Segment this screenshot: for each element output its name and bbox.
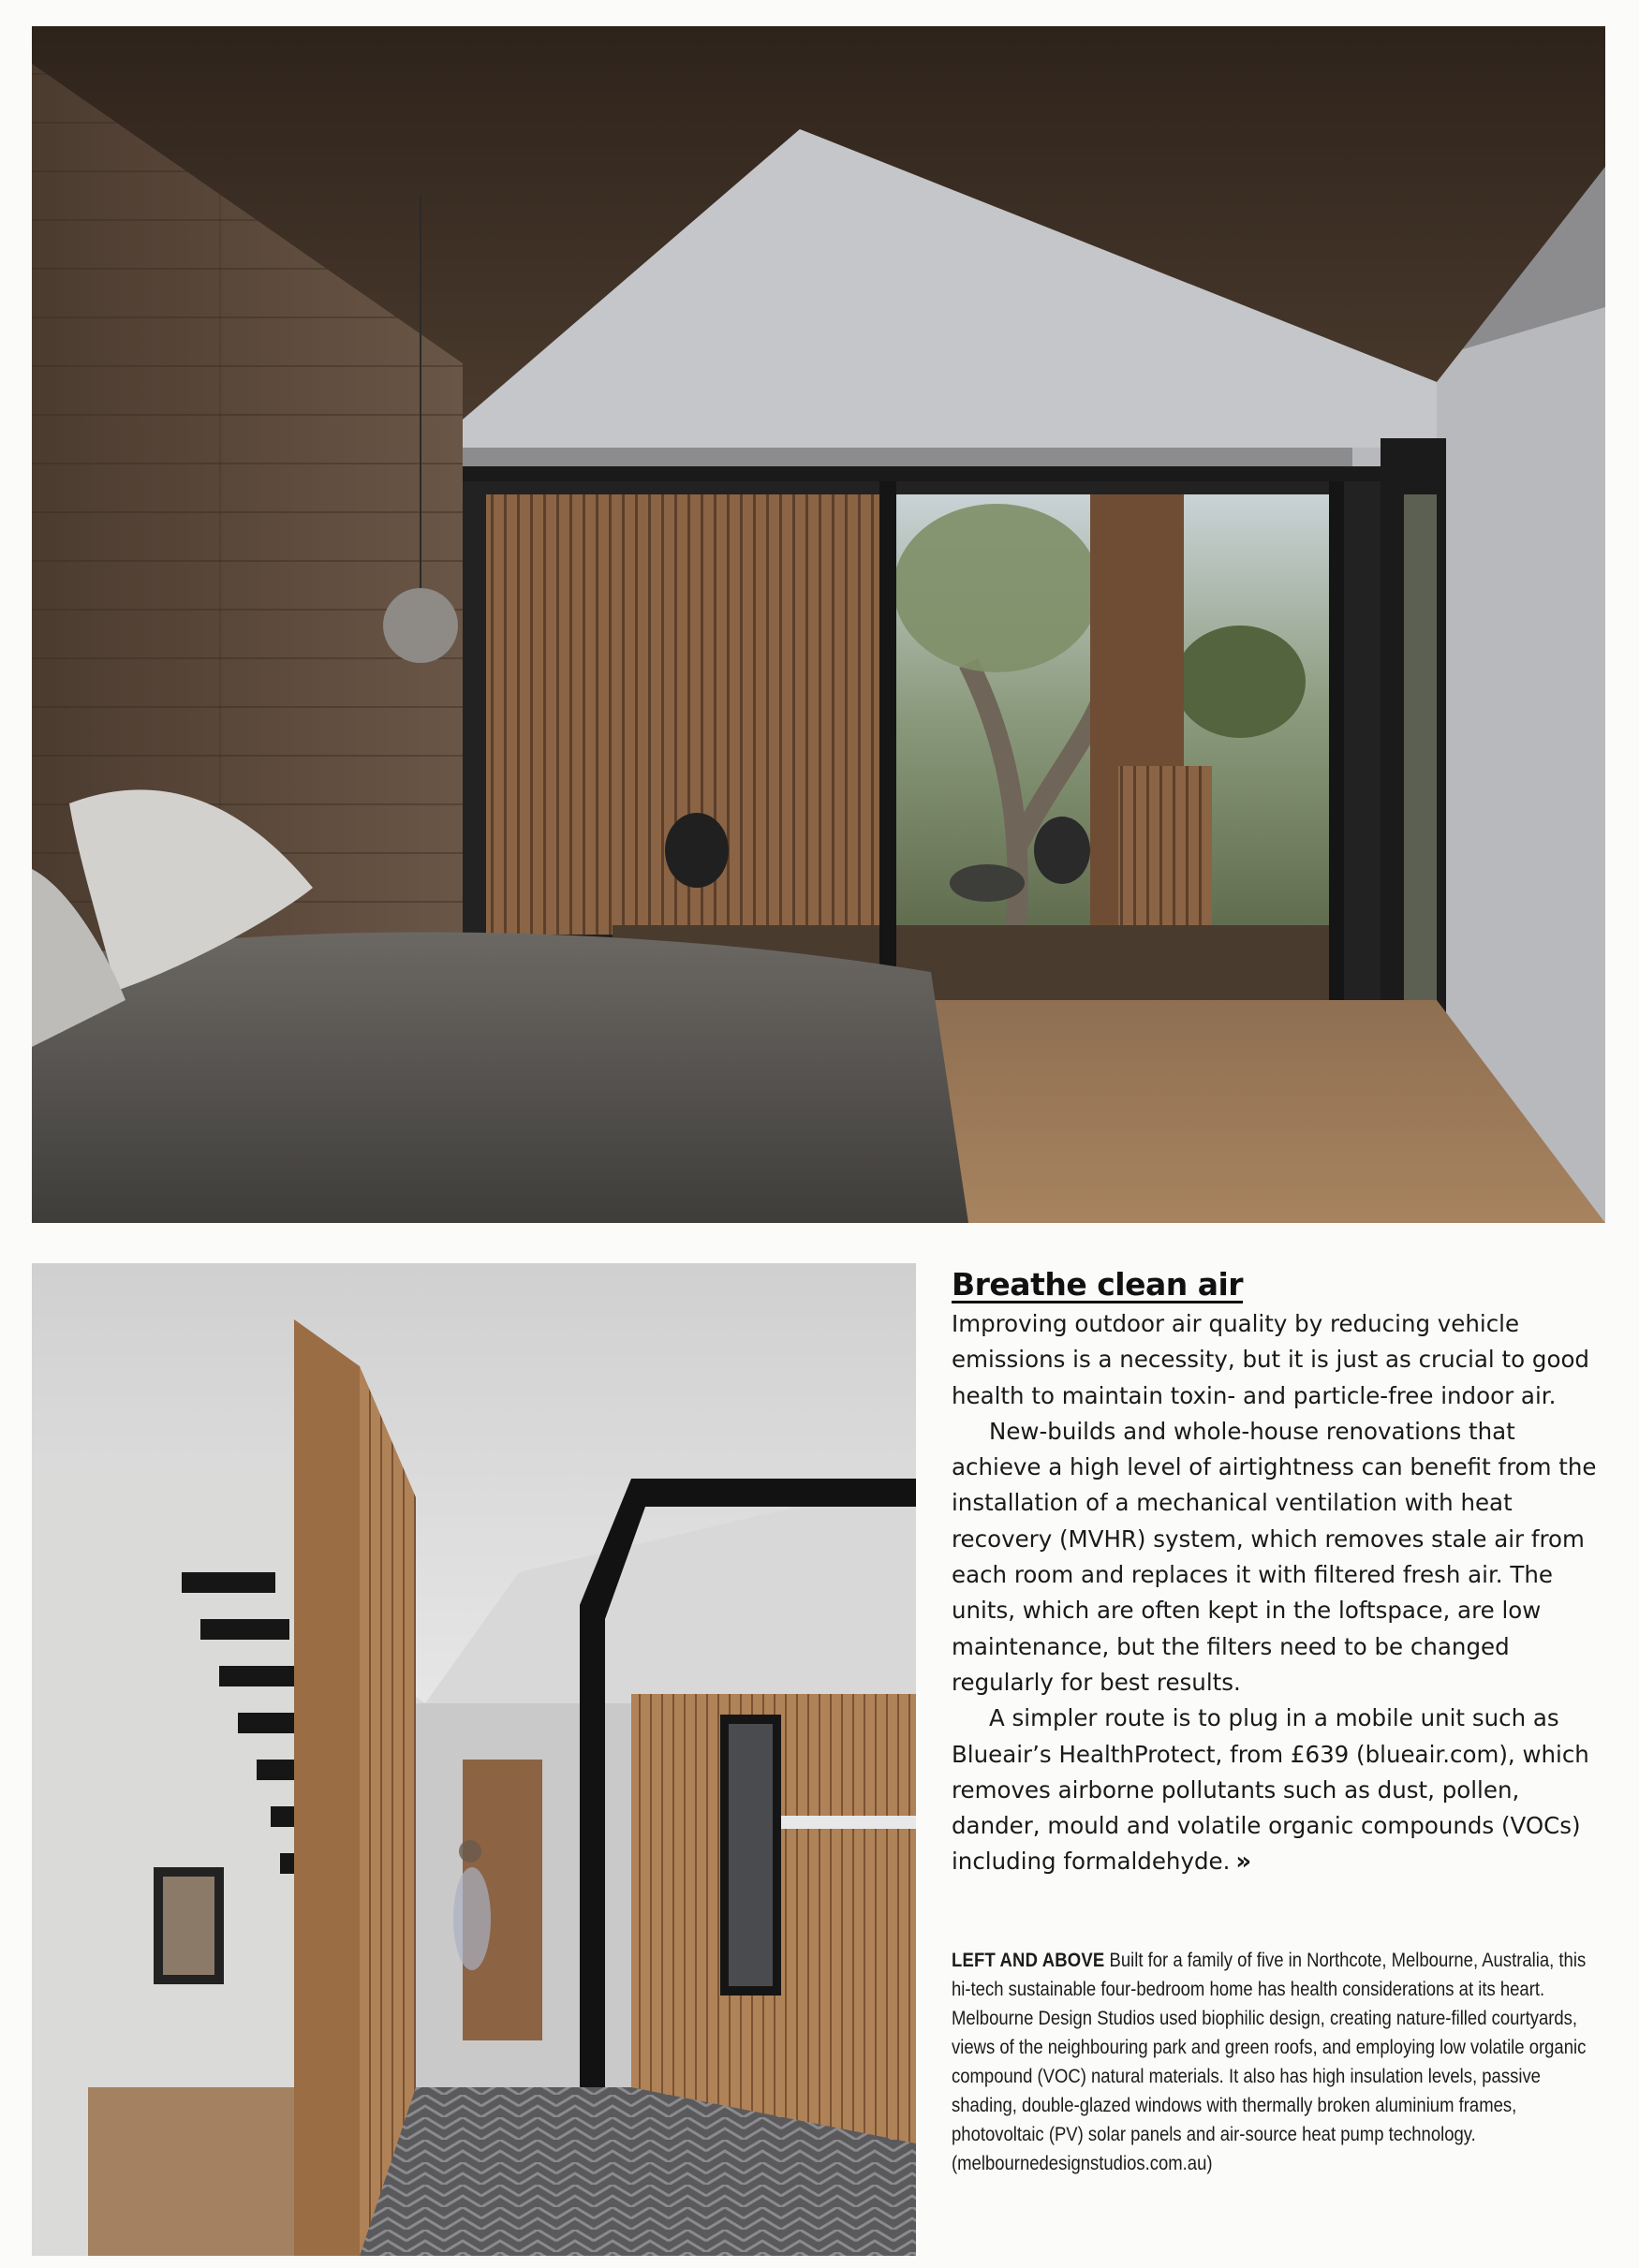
- photo-caption: [952, 1946, 1606, 2178]
- bedroom-illustration: [32, 26, 1605, 1223]
- article-paragraph-2: New-builds and whole-house renovations that achieve a high level of airtightness can benefit from the installation of a mechanical ventilation with heat recovery (MVHR) system, which removes stale air from each room and replaces it with filtered fresh air. The units, which are often kept in the loftspace, are low maintenance, but the filters need to be changed regularly for best results.: [952, 1417, 1597, 1696]
- bedroom-photo: [32, 26, 1605, 1223]
- continue-arrow-icon: »: [1235, 1848, 1252, 1877]
- article-paragraph-3-text: A simpler route is to plug in a mobile unit such as Blueair’s HealthProtect, from £639 (blueair.com), which removes airborne pollutants such as dust, pollen, dander, mould and volatile organic compounds (VOCs) including formaldehyde.: [952, 1704, 1589, 1876]
- article-paragraph-1: Improving outdoor air quality by reducing vehicle emissions is a necessity, but it is just as crucial to good health to maintain toxin- and particle-free indoor air.: [952, 1310, 1589, 1409]
- article-column: [952, 1266, 1607, 2178]
- caption-lead: LEFT AND ABOVE: [952, 1948, 1105, 1971]
- hallway-illustration: [32, 1263, 916, 2256]
- hallway-photo: [32, 1263, 916, 2256]
- article-heading: Breathe clean air: [952, 1266, 1244, 1303]
- article-paragraph-3: [952, 1701, 1607, 1879]
- caption-text: Built for a family of five in Northcote, Melbourne, Australia, this hi-tech sustainable four-bedroom home has health considerations at its heart. Melbourne Design Studios used biophilic design, creating nature-filled courtyards, views of the neighbouring park and green roofs, and employing low volatile organic compound (VOC) natural materials. It also has high insulation levels, passive shading, double-glazed windows with thermally broken aluminium frames, photovoltaic (PV) solar panels and air-source heat pump technology. (melbournedesignstudios.com.au): [952, 1948, 1587, 2174]
